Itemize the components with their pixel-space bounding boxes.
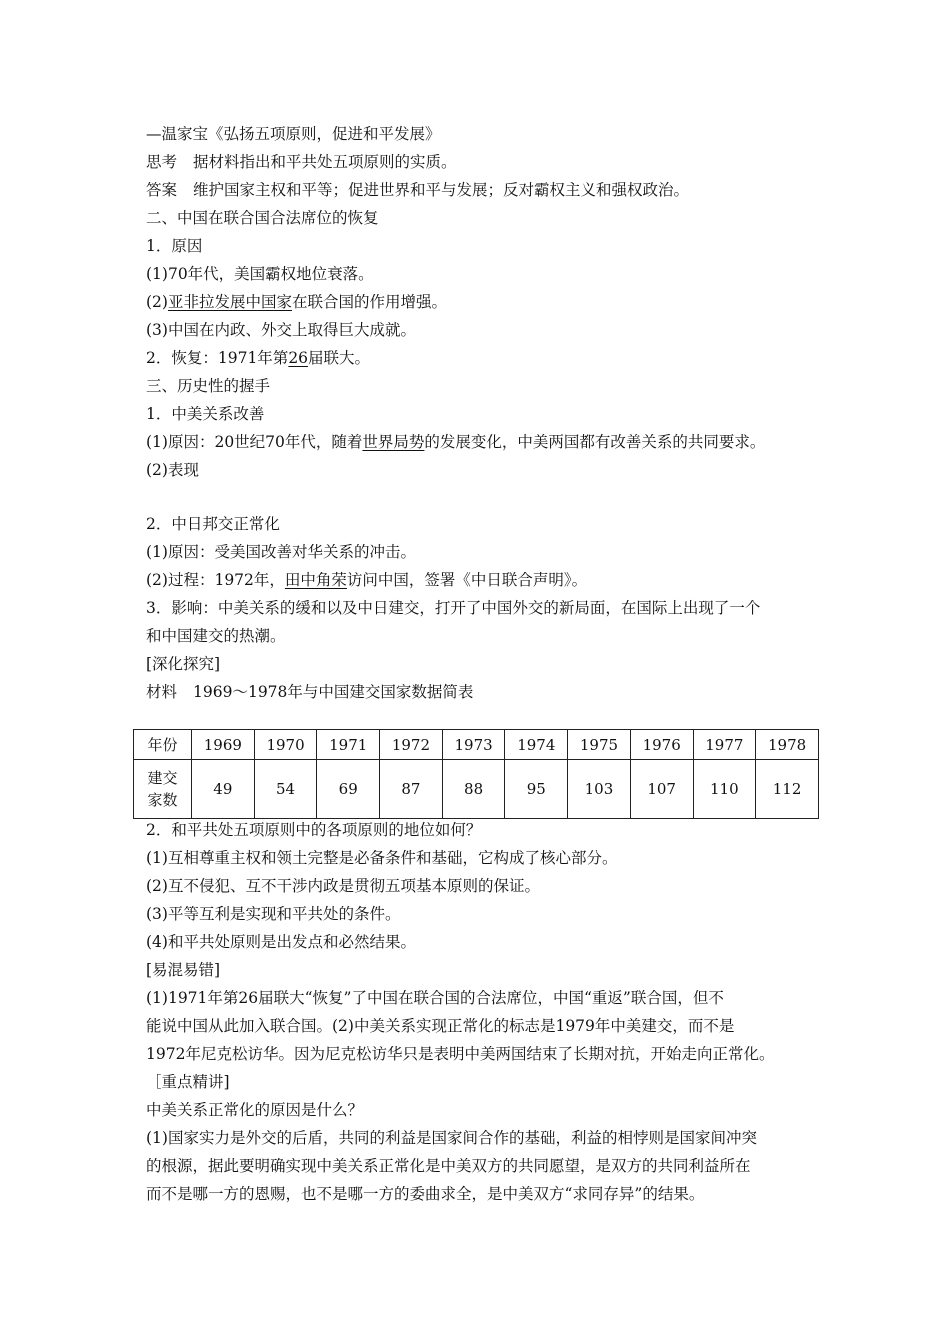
- answer-label: 答案: [146, 181, 178, 199]
- table-cell-year: 1970: [254, 730, 317, 760]
- table-cell-count: 95: [505, 760, 568, 819]
- table-header-count-line2: 家数: [147, 791, 178, 809]
- impact-line-2: 和中国建交的热潮。: [146, 627, 286, 645]
- sino-japan-process: [146, 570, 587, 590]
- table-header-count: [134, 760, 192, 819]
- table-cell-year: 1977: [693, 730, 756, 760]
- table-cell-year: 1978: [756, 730, 819, 760]
- table-cell-year: 1976: [630, 730, 693, 760]
- principle-1: (1)互相尊重主权和领土完整是必备条件和基础，它构成了核心部分。: [146, 849, 618, 867]
- table-header-count-line1: 建交: [147, 769, 178, 787]
- deepen-inquiry-label: [深化探究]: [146, 655, 221, 673]
- confusion-line-2: 能说中国从此加入联合国。(2)中美关系实现正常化的标志是1979年中美建交，而不是: [146, 1017, 735, 1035]
- table-cell-count: 49: [192, 760, 255, 819]
- restoration-underlined: 26: [288, 349, 309, 367]
- table-cell-year: 1969: [192, 730, 255, 760]
- reason-1: (1)70年代，美国霸权地位衰落。: [146, 265, 374, 283]
- table-cell-count: 112: [756, 760, 819, 819]
- table-cell-count: 54: [254, 760, 317, 819]
- table-cell-year: 1974: [505, 730, 568, 760]
- reason-2: [146, 292, 447, 312]
- table-cell-year: 1973: [442, 730, 505, 760]
- restoration-line: [146, 348, 370, 368]
- table-cell-count: 69: [317, 760, 380, 819]
- thinking-text: 据材料指出和平共处五项原则的实质。: [193, 153, 457, 171]
- key-question: 中美关系正常化的原因是什么？: [146, 1101, 364, 1119]
- table-cell-count: 103: [568, 760, 631, 819]
- table-row-counts: [134, 760, 819, 819]
- sino-us-reason-prefix: (1)原因：20世纪70年代，随着: [146, 433, 363, 451]
- reason-3: (3)中国在内政、外交上取得巨大成就。: [146, 321, 416, 339]
- table-cell-count: 87: [380, 760, 443, 819]
- material-label: 材料: [146, 683, 178, 701]
- restoration-suffix: 届联大。: [308, 349, 371, 367]
- material-caption: [146, 682, 473, 702]
- confusion-line-3: 1972年尼克松访华。因为尼克松访华只是表明中美两国结束了长期对抗，开始走向正常化。: [146, 1045, 775, 1063]
- subheading-sino-japan: 2．中日邦交正常化: [146, 515, 280, 533]
- restoration-prefix: 2．恢复：1971年第: [146, 349, 289, 367]
- explanation-line-3: 而不是哪一方的恩赐，也不是哪一方的委曲求全，是中美双方“求同存异”的结果。: [146, 1185, 705, 1203]
- key-explanation-label: ［重点精讲]: [146, 1073, 230, 1091]
- easily-confused-label: [易混易错]: [146, 961, 221, 979]
- table-cell-count: 88: [442, 760, 505, 819]
- confusion-line-1: (1)1971年第26届联大“恢复”了中国在联合国的合法席位，中国“重返”联合国，但不: [146, 989, 724, 1007]
- table-cell-year: 1971: [317, 730, 380, 760]
- principle-4: (4)和平共处原则是出发点和必然结果。: [146, 933, 416, 951]
- explanation-line-2: 的根源，据此要明确实现中美关系正常化是中美双方的共同愿望，是双方的共同利益所在: [146, 1157, 751, 1175]
- sino-us-reason-suffix: 的发展变化，中美两国都有改善关系的共同要求。: [424, 433, 766, 451]
- table-cell-year: 1972: [380, 730, 443, 760]
- material-title: 1969～1978年与中国建交国家数据简表: [193, 683, 474, 701]
- explanation-line-1: (1)国家实力是外交的后盾，共同的利益是国家间合作的基础，利益的相悖则是国家间冲突: [146, 1129, 757, 1147]
- thinking-question: [146, 152, 457, 172]
- section-heading-2: 二、中国在联合国合法席位的恢复: [146, 209, 379, 227]
- table-row-years: [134, 730, 819, 760]
- diplomatic-relations-table: [133, 729, 819, 819]
- reason-2-underlined: 亚非拉发展中国家: [167, 293, 292, 311]
- impact-line-1: 3．影响：中美关系的缓和以及中日建交，打开了中国外交的新局面，在国际上出现了一个: [146, 599, 761, 617]
- sino-us-reason-underlined: 世界局势: [362, 433, 425, 451]
- answer-line: [146, 180, 689, 200]
- principle-2: (2)互不侵犯、互不干涉内政是贯彻五项基本原则的保证。: [146, 877, 540, 895]
- table-cell-year: 1975: [568, 730, 631, 760]
- answer-text: 维护国家主权和平等；促进世界和平与发展；反对霸权主义和强权政治。: [193, 181, 690, 199]
- table-header-year: 年份: [134, 730, 192, 760]
- table-cell-count: 110: [693, 760, 756, 819]
- sino-japan-process-prefix: (2)过程：1972年，: [146, 571, 285, 589]
- reason-2-suffix: 在联合国的作用增强。: [291, 293, 447, 311]
- sino-japan-process-underlined: 田中角荣: [284, 571, 347, 589]
- sino-japan-reason: (1)原因：受美国改善对华关系的冲击。: [146, 543, 416, 561]
- sino-us-manifestation: (2)表现: [146, 461, 199, 479]
- question-2: 2．和平共处五项原则中的各项原则的地位如何？: [146, 821, 482, 839]
- table-cell-count: 107: [630, 760, 693, 819]
- subheading-reasons: 1．原因: [146, 237, 203, 255]
- principle-3: (3)平等互利是实现和平共处的条件。: [146, 905, 401, 923]
- sino-us-reason: [146, 432, 765, 452]
- subheading-sino-us: 1．中美关系改善: [146, 405, 265, 423]
- reason-2-prefix: (2): [146, 293, 168, 311]
- section-heading-3: 三、历史性的握手: [146, 377, 271, 395]
- sino-japan-process-suffix: 访问中国，签署《中日联合声明》。: [346, 571, 588, 589]
- thinking-label: 思考: [146, 153, 178, 171]
- quote-attribution: —温家宝《弘扬五项原则，促进和平发展》: [146, 125, 441, 143]
